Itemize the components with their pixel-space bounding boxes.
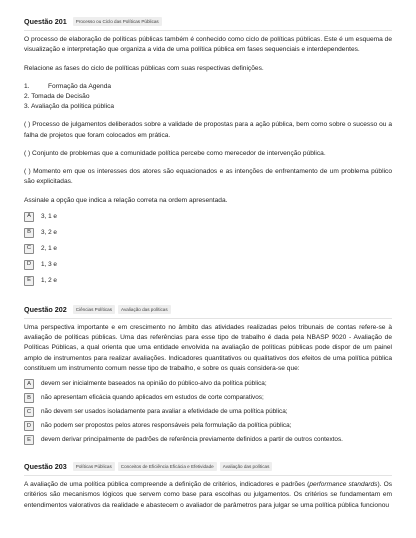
definition-item: ( ) Processo de julgamentos deliberados sobre a validade de propostas para a ação pública, bem como sobre o sucesso ou a falha de projetos que foram colocados em prática. <box>24 121 392 139</box>
option-text: 3, 1 e <box>41 212 57 220</box>
question-body: Uma perspectiva importante e em crescimento no âmbito das atividades realizadas pelos tribunais de contas refere-se à avaliação de políticas públicas. Uma das referências para esse tipo de trabalho é dada pela NBASP 9020 - Avaliação de Políticas Públicas, a qual orienta que uma entidade envolvida na avaliação de políticas públicas pode dispor de um painel amplo de instrumentos para realizar avaliações. Indicadores quantitativos ou qualitativos dos efeitos de uma política pública constituem um instrumento comum nesse tipo de trabalho, e sobre os quais considera-se que: <box>24 323 392 372</box>
definition-item: ( ) Conjunto de problemas que a comunidade política percebe como merecedor de intervenção pública. <box>24 149 326 157</box>
option-text: 2, 1 e <box>41 244 57 252</box>
option-text: não devem ser usados isoladamente para avaliar a efetividade de uma política pública; <box>41 408 288 416</box>
option-letter[interactable]: C <box>24 407 34 417</box>
topic-tag[interactable]: Avaliação das políticas <box>118 305 171 314</box>
page <box>0 14 416 538</box>
phase-list <box>24 82 392 113</box>
phase-number: 1. <box>24 82 30 90</box>
option-text: devem derivar principalmente de padrões de referência previamente definidos a partir de outros contextos. <box>41 436 343 444</box>
question-prompt: Assinale a opção que indica a relação correta na ordem apresentada. <box>24 196 228 204</box>
question-intro: O processo de elaboração de políticas públicas também é conhecido como ciclo de políticas públicas. Este é um esquema de visualização e interpretação que organiza a vida de uma política pública em fases sequenciais e interdependentes. <box>24 36 392 54</box>
body-text: ). Os critérios são mecanismos lógicos que servem como base para escolhas ou julgamentos. Os critérios se fundamentam em entendimentos valorativos da realidade e abastecem o avaliador de parâmetros para julgar se uma política pública funcionou <box>24 481 392 509</box>
answer-option-b[interactable] <box>24 393 392 403</box>
topic-tag[interactable]: Avaliação das políticas <box>220 462 273 471</box>
option-text: não podem ser propostos pelos atores responsáveis pela formulação da política pública; <box>41 422 292 430</box>
answer-option-c[interactable] <box>24 244 392 254</box>
answer-option-a[interactable] <box>24 379 392 389</box>
phase-item <box>24 102 392 112</box>
answer-option-e[interactable] <box>24 435 392 445</box>
answer-option-e[interactable] <box>24 276 392 286</box>
question-202-header <box>24 302 392 319</box>
topic-tag[interactable]: Processo ou Ciclo das Políticas Públicas <box>73 17 162 26</box>
answer-option-b[interactable] <box>24 228 392 238</box>
option-text: 1, 3 e <box>41 260 57 268</box>
option-text: 1, 2 e <box>41 276 57 284</box>
answer-option-d[interactable] <box>24 260 392 270</box>
question-body <box>24 480 392 511</box>
phase-item <box>24 82 392 92</box>
option-letter[interactable]: B <box>24 393 34 403</box>
question-201-header <box>24 14 392 31</box>
option-text: 3, 2 e <box>41 228 57 236</box>
question-number: Questão 203 <box>24 462 67 472</box>
phase-label: 2. Tomada de Decisão <box>24 93 90 101</box>
topic-tag[interactable]: Ciências Políticas <box>73 305 115 314</box>
answer-options <box>24 212 392 286</box>
option-letter[interactable]: E <box>24 276 34 286</box>
body-emphasis: performance standards <box>309 481 378 489</box>
answer-options <box>24 379 392 445</box>
option-letter[interactable]: A <box>24 212 34 222</box>
option-letter[interactable]: D <box>24 421 34 431</box>
question-instruction: Relacione as fases do ciclo de políticas públicas com suas respectivas definições. <box>24 64 264 72</box>
phase-item <box>24 92 392 102</box>
question-number: Questão 201 <box>24 17 67 26</box>
phase-label: 3. Avaliação da política pública <box>24 103 115 111</box>
phase-label: Formação da Agenda <box>48 82 112 90</box>
option-letter[interactable]: D <box>24 260 34 270</box>
option-letter[interactable]: E <box>24 435 34 445</box>
answer-option-a[interactable] <box>24 212 392 222</box>
body-text: A avaliação de uma política pública compreende a definição de critérios, indicadores e padrões ( <box>24 481 310 489</box>
answer-option-c[interactable] <box>24 407 392 417</box>
question-number: Questão 202 <box>24 304 67 314</box>
topic-tag[interactable]: Conceitos de Eficiência Eficácia e Efetividade <box>118 462 217 471</box>
definition-item: ( ) Momento em que os interesses dos atores são equacionados e as intenções de enfrentamento de um problema público são explicitadas. <box>24 168 392 186</box>
option-letter[interactable]: A <box>24 379 34 389</box>
option-text: devem ser inicialmente baseados na opinião do público-alvo da política pública; <box>41 380 267 388</box>
option-text: não apresentam eficácia quando aplicados em estudos de corte comparativos; <box>41 394 264 402</box>
answer-option-d[interactable] <box>24 421 392 431</box>
option-letter[interactable]: C <box>24 244 34 254</box>
option-letter[interactable]: B <box>24 228 34 238</box>
question-203-header <box>24 459 392 476</box>
topic-tag[interactable]: Políticas Públicas <box>73 462 115 471</box>
